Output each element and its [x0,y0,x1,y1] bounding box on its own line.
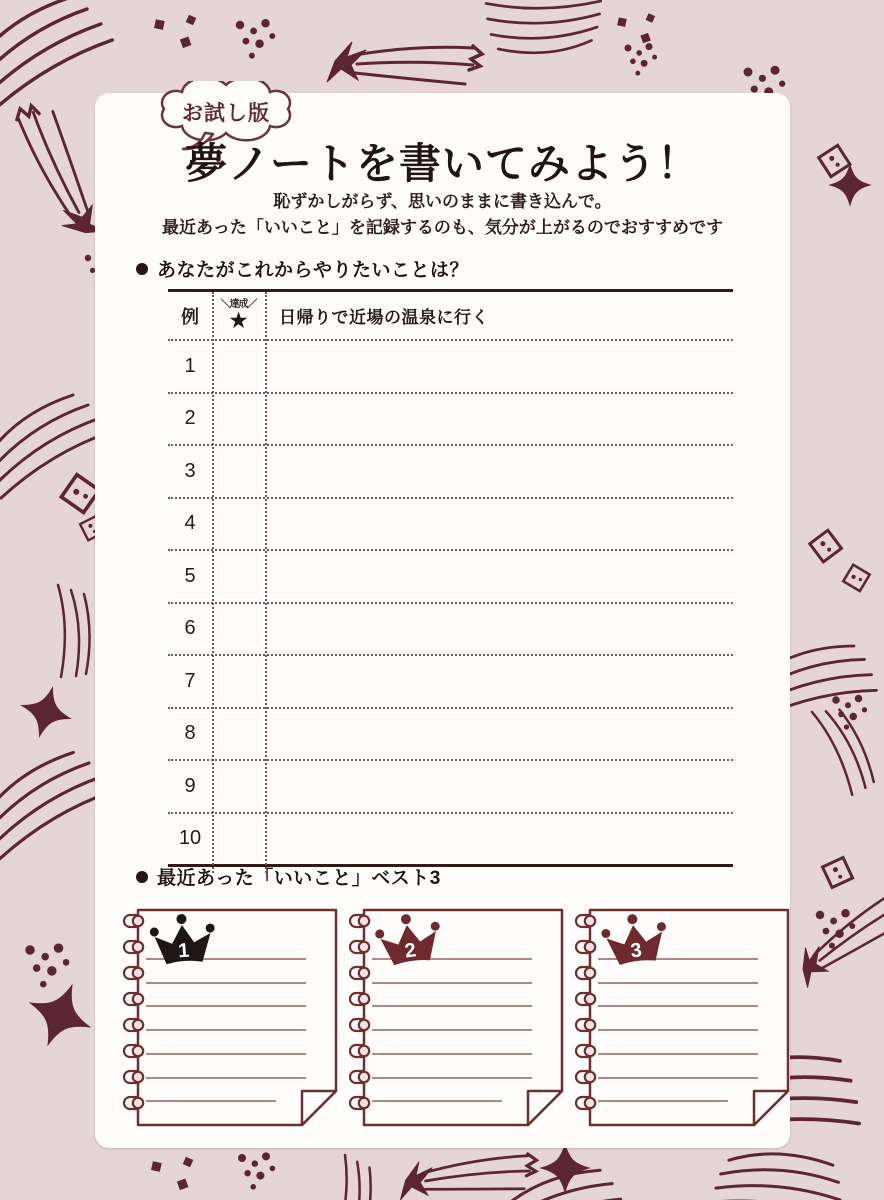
example-row [168,292,733,341]
row-number: 6 [184,617,196,640]
row-number: 1 [184,354,196,377]
row-number: 5 [184,564,196,587]
table-row [168,604,733,657]
achieved-cell [212,300,265,332]
worksheet-card [95,93,790,1148]
table-row [168,446,733,499]
table-row [168,709,733,762]
row-number: 10 [178,827,202,850]
table-row [168,551,733,604]
table-row [168,499,733,552]
subtitle-line-2: 最近あった「いいこと」を記録するのも、気分が上がるのでおすすめです [162,218,723,238]
row-number: 9 [184,774,196,797]
table-row [168,761,733,814]
bullet-icon [136,263,148,275]
row-number: 7 [184,669,196,692]
table-row [168,656,733,709]
todo-heading-label: あなたがこれからやりたいことは？ [157,260,470,281]
best3-heading-label: 最近あった「いいこと」ベスト3 [157,868,441,889]
rank-number: 2 [403,939,418,963]
bullet-icon [136,871,148,883]
best3-section-heading [136,863,441,890]
table-divider-1 [212,292,214,873]
todo-table [168,289,733,867]
row-number: 3 [184,459,196,482]
table-divider-2 [265,292,267,873]
example-row-text: 日帰りで近場の温泉に行く [279,308,489,327]
achieved-caption: ＼達成／ [220,298,257,310]
best3-notebooks [116,903,792,1129]
star-icon: ★ [228,306,249,333]
example-row-label: 例 [181,306,199,327]
notebook-rank-2 [342,903,566,1129]
notebook-card-icon [342,903,566,1129]
rank-number: 1 [177,939,191,963]
row-number: 4 [184,512,196,535]
table-row [168,394,733,447]
notebook-rank-3 [568,903,792,1129]
page-title: 夢ノートを書いてみよう！ [185,140,700,187]
table-row [168,814,733,865]
row-number: 8 [184,722,196,745]
notebook-rank-1 [116,903,340,1129]
notebook-card-icon [568,903,792,1129]
row-number: 2 [184,407,196,430]
page-subtitle [95,189,790,242]
notebook-card-icon [116,903,340,1129]
rank-number: 3 [629,939,644,963]
table-row [168,341,733,394]
subtitle-line-1: 恥ずかしがらず、思いのままに書き込んで。 [273,192,612,211]
trial-badge-label: お試し版 [182,102,270,125]
todo-section-heading [136,255,469,282]
